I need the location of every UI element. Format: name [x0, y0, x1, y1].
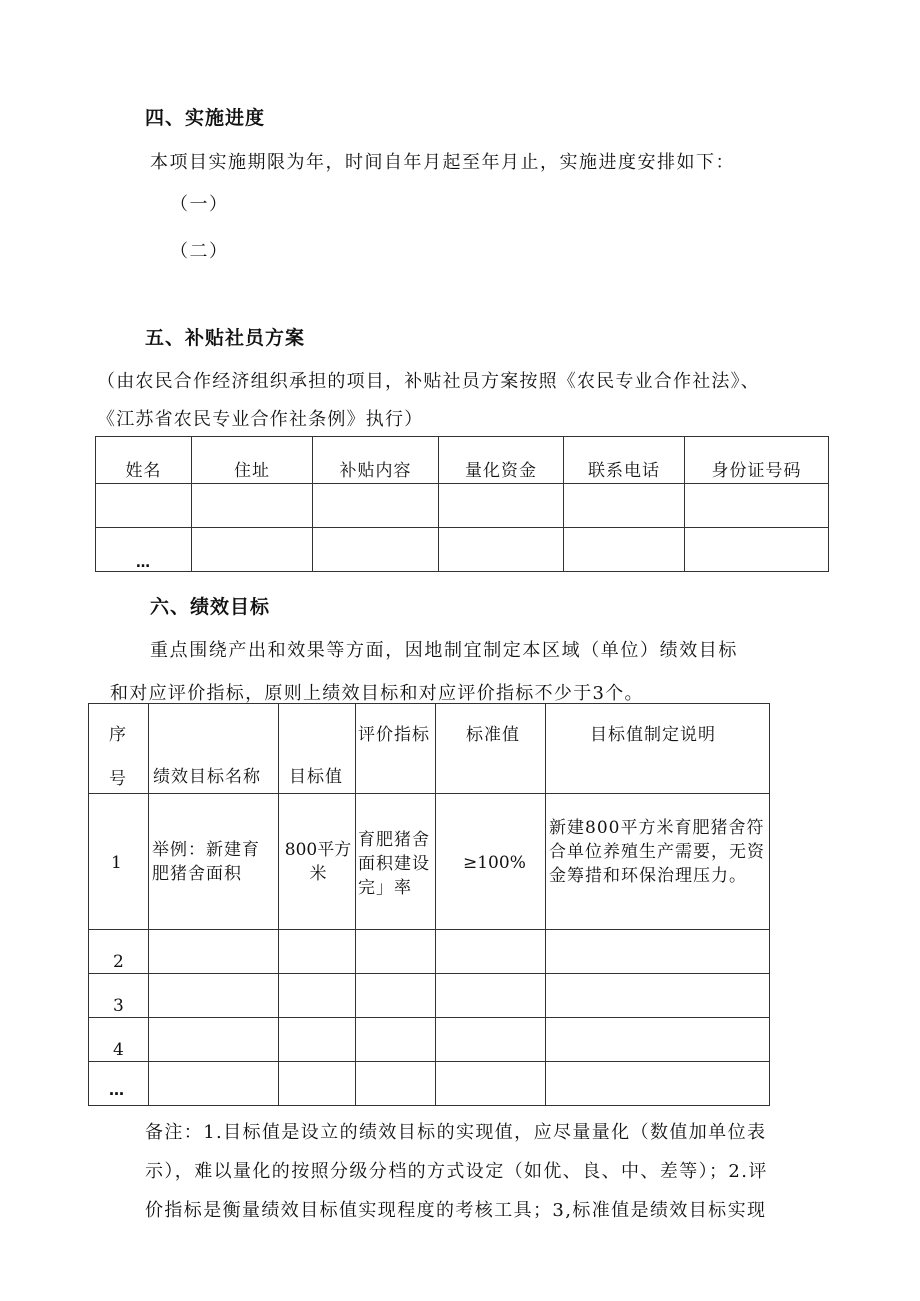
header-address: 住址	[192, 437, 313, 484]
header-description: 目标值制定说明	[590, 725, 716, 745]
section-5-note-line-1: （由农民合作经济组织承担的项目，补贴社员方案按照《农民专业合作社法》、	[97, 371, 760, 392]
example-seq: 1	[111, 853, 123, 873]
remarks-line-2: 示），难以量化的按照分级分档的方式设定（如优、良、中、差等）；2.评	[145, 1161, 768, 1182]
table-header-row	[89, 704, 770, 794]
example-goal-name: 举例：新建育肥猪舍面积	[152, 840, 260, 884]
section-5-note-line-2: 《江苏省农民专业合作社条例》执行）	[97, 409, 424, 430]
header-goal-name: 绩效目标名称	[153, 767, 261, 787]
section-5-title: 五、补贴社员方案	[145, 327, 306, 349]
example-description: 新建800平方米育肥猪舍符合单位养殖生产需要，无资金筹措和环保治理压力。	[549, 818, 765, 886]
ellipsis-cell: …	[109, 1081, 125, 1099]
table-row	[89, 1018, 770, 1062]
header-seq-top: 序	[109, 725, 127, 745]
table-row	[89, 1062, 770, 1106]
performance-goals-table	[88, 703, 770, 1106]
table-header-row	[96, 437, 829, 484]
example-target-value: 800平方米	[284, 840, 352, 884]
example-row	[89, 794, 770, 930]
header-id-number: 身份证号码	[685, 437, 829, 484]
table-row	[96, 484, 829, 528]
subsidy-members-table	[95, 436, 829, 572]
section-6-paragraph-line-2: 和对应评价指标，原则上绩效目标和对应评价指标不少于3个。	[110, 683, 644, 704]
example-indicator: 育肥猪舍面积建设完」率	[358, 830, 430, 898]
table-row	[89, 930, 770, 974]
header-phone: 联系电话	[564, 437, 685, 484]
section-4-item-2: （二）	[170, 241, 229, 262]
example-standard: ≥100%	[463, 853, 526, 873]
header-indicator: 评价指标	[358, 725, 430, 745]
table-row	[96, 528, 829, 572]
section-6-paragraph-line-1: 重点围绕产出和效果等方面，因地制宜制定本区域（单位）绩效目标	[150, 640, 738, 661]
remarks-line-1: 备注：1.目标值是设立的绩效目标的实现值，应尽量量化（数值加单位表	[145, 1122, 767, 1143]
row-seq-2: 2	[113, 952, 125, 972]
header-subsidy-content: 补贴内容	[313, 437, 439, 484]
section-6-title: 六、绩效目标	[150, 596, 271, 618]
table-row	[89, 974, 770, 1018]
header-quantified-funds: 量化资金	[439, 437, 564, 484]
section-4-title: 四、实施进度	[145, 107, 266, 129]
header-seq	[89, 704, 149, 794]
section-4-paragraph: 本项目实施期限为年，时间自年月起至年月止，实施进度安排如下：	[150, 152, 735, 173]
section-4-item-1: （一）	[170, 194, 229, 215]
header-standard: 标准值	[466, 725, 520, 745]
row-seq-3: 3	[113, 996, 125, 1016]
header-seq-bottom: 号	[109, 769, 127, 789]
remarks-line-3: 价指标是衡量绩效目标值实现程度的考核工具；3,标准值是绩效目标实现	[145, 1200, 767, 1221]
ellipsis-cell: …	[96, 528, 192, 572]
header-target-value: 目标值	[289, 767, 343, 787]
row-seq-4: 4	[113, 1040, 125, 1060]
header-name: 姓名	[96, 437, 192, 484]
